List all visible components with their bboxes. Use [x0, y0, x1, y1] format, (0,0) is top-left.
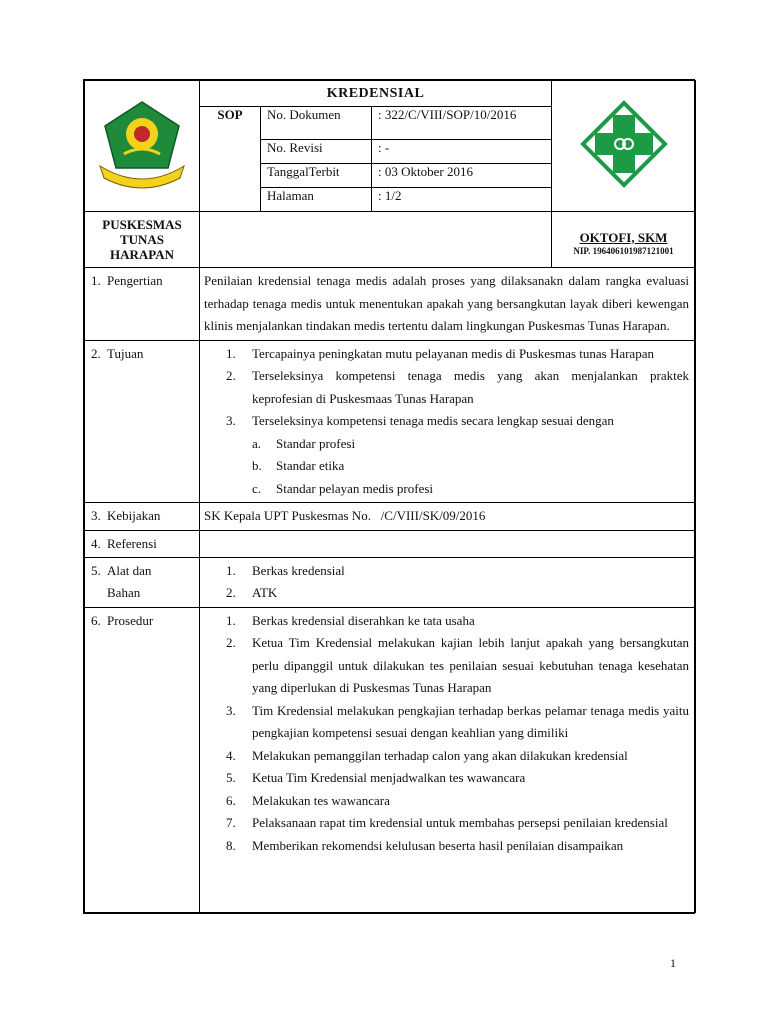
meta-value: : 1/2: [372, 188, 552, 212]
right-logo-cell: [552, 81, 696, 212]
section-label-prosedur: 6. Prosedur: [85, 607, 200, 912]
list-item: 1. Berkas kredensial: [226, 562, 345, 578]
section-label-pengertian: 1. Pengertian: [85, 268, 200, 341]
meta-label: No. Dokumen: [261, 107, 372, 140]
meta-value: : 322/C/VIII/SOP/10/2016: [372, 107, 552, 140]
list-item: 4. Melakukan pemanggilan terhadap calon yang akan dilakukan kredensial: [226, 747, 628, 763]
sop-table: [84, 80, 696, 913]
list-item: 3. Terseleksinya kompetensi tenaga medis secara lengkap sesuai dengan a. Standar profesi b. Standar etika c. Standar pelayan medis profesi: [204, 410, 689, 500]
section-label-referensi: 4. Referensi: [85, 530, 200, 557]
blank-cell: [200, 212, 552, 268]
meta-label: TanggalTerbit: [261, 164, 372, 188]
meta-value: : 03 Oktober 2016: [372, 164, 552, 188]
left-logo-cell: [85, 81, 200, 212]
org-line: PUSKESMAS: [102, 217, 182, 232]
alat-content: [200, 557, 696, 607]
signer-name: OKTOFI, SKM: [579, 229, 668, 245]
prosedur-content: [200, 607, 696, 912]
list-item: 8. Memberikan rekomendsi kelulusan beserta hasil penilaian disampaikan: [226, 837, 624, 853]
meta-label: Halaman: [261, 188, 372, 212]
list-item: 2. ATK: [226, 585, 278, 600]
list-item: 5. Ketua Tim Kredensial menjadwalkan tes wawancara: [226, 770, 526, 785]
meta-value: : -: [372, 140, 552, 164]
list-item: 2. Ketua Tim Kredensial melakukan kajian lebih lanjut apakah yang bersangkutan perlu dipanggil untuk dilakukan tes penilaian sesuai kebutuhan tenaga kesehatan yang diperlukan di Puskesmas Tunas Harapan: [226, 635, 690, 695]
sub-list-item: c. Standar pelayan medis profesi: [252, 480, 434, 496]
pengertian-text: Penilaian kredensial tenaga medis adalah proses yang dilaksanakn dalam rangka evaluasi terhadap tenaga medis untuk menentukan apakah yang bersangkutan layak diberi kewengan klinis menjalankan tindakan medis tertentu dalam lingkungan Puskesmas Tunas Harapan.: [200, 268, 696, 341]
org-line: TUNAS: [119, 232, 165, 247]
org-line: HARAPAN: [109, 247, 175, 262]
section-label-tujuan: 2. Tujuan: [85, 340, 200, 503]
list-item: 2. Terseleksinya kompetensi tenaga medis yang akan menjalankan praktek keprofesian di Puskesmaas Tunas Harapan: [226, 368, 690, 406]
kebijakan-text: SK Kepala UPT Puskesmas No. /C/VIII/SK/09/2016: [200, 503, 696, 531]
page-number: 1: [670, 956, 676, 970]
document-title: KREDENSIAL: [200, 81, 552, 107]
sub-list-item: a. Standar profesi: [252, 435, 356, 451]
list-item: 1. Berkas kredensial diserahkan ke tata usaha: [226, 612, 475, 628]
list-item: 7. Pelaksanaan rapat tim kredensial untuk membahas persepsi penilaian kredensial: [226, 815, 668, 830]
sop-label: SOP: [200, 107, 261, 212]
section-label-kebijakan: 3. Kebijakan: [85, 503, 200, 531]
signer-nip: NIP. 196406101987121001: [573, 245, 674, 256]
tujuan-content: [200, 340, 696, 503]
sop-document: [83, 79, 695, 914]
meta-label: No. Revisi: [261, 140, 372, 164]
organization-name: [85, 212, 200, 268]
list-item: 6. Melakukan tes wawancara: [226, 792, 390, 808]
rejang-lebong-emblem-icon: [94, 96, 190, 192]
list-item: 3. Tim Kredensial melakukan pengkajian terhadap berkas pelamar tenaga medis yaitu pengkajian kompetensi sesuai dengan keahlian yang dimiliki: [226, 702, 690, 740]
signature-block: [552, 212, 696, 268]
referensi-text: [200, 530, 696, 557]
puskesmas-logo-icon: [579, 99, 669, 189]
sub-list-item: b. Standar etika: [252, 458, 345, 473]
section-label-alat: 5. Alat dan Bahan: [85, 557, 200, 607]
list-item: 1. Tercapainya peningkatan mutu pelayanan medis di Puskesmas tunas Harapan: [226, 345, 654, 361]
